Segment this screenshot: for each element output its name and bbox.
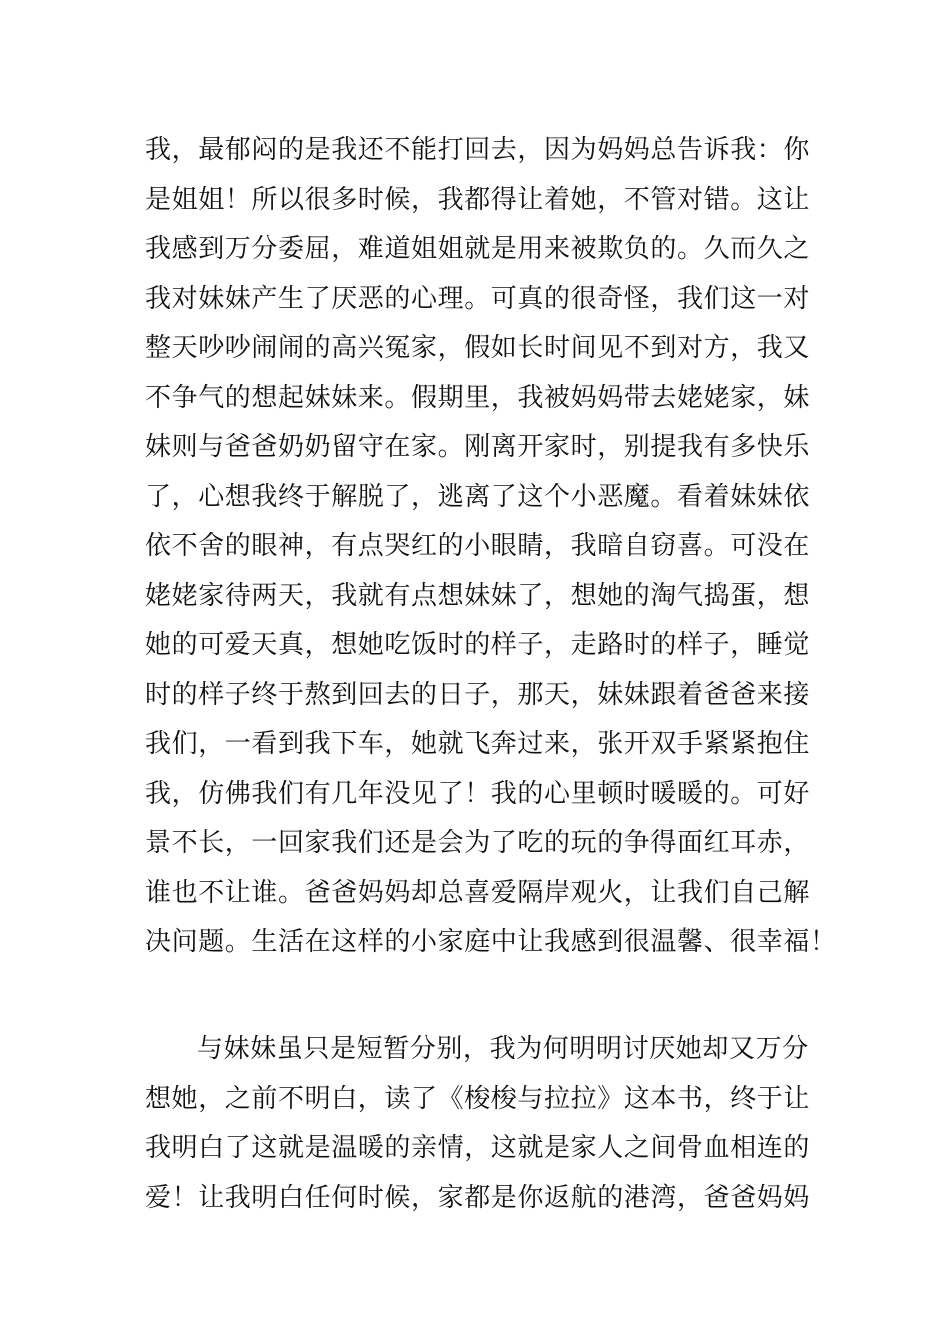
text-line: 我们，一看到我下车，她就飞奔过来，张开双手紧紧抱住 xyxy=(145,729,811,759)
paragraph-1 xyxy=(145,126,837,968)
text-line: 我感到万分委屈，难道姐姐就是用来被欺负的。久而久之 xyxy=(145,234,811,264)
text-line: 爱！让我明白任何时候，家都是你返航的港湾，爸爸妈妈 xyxy=(145,1182,811,1213)
text-line: 时的样子终于熬到回去的日子，那天，妹妹跟着爸爸来接 xyxy=(145,679,811,710)
text-line: 妹则与爸爸奶奶留守在家。刚离开家时，别提我有多快乐 xyxy=(145,432,811,462)
text-line: 决问题。生活在这样的小家庭中让我感到很温馨、很幸福！ xyxy=(145,927,837,957)
text-line: 想她，之前不明白，读了《梭梭与拉拉》这本书，终于让 xyxy=(145,1083,811,1114)
text-line: 我，最郁闷的是我还不能打回去，因为妈妈总告诉我：你 xyxy=(145,135,811,165)
text-line: 整天吵吵闹闹的高兴冤家，假如长时间见不到对方，我又 xyxy=(145,333,811,363)
text-line: 景不长，一回家我们还是会为了吃的玩的争得面红耳赤， xyxy=(145,828,811,858)
text-line: 不争气的想起妹妹来。假期里，我被妈妈带去姥姥家，妹 xyxy=(145,382,811,413)
text-line-first-indented: 与妹妹虽只是短暂分别，我为何明明讨厌她却又万分 xyxy=(197,1034,809,1064)
text-line: 了，心想我终于解脱了，逃离了这个小恶魔。看着妹妹依 xyxy=(145,481,811,512)
text-line: 我明白了这就是温暖的亲情，这就是家人之间骨血相连的 xyxy=(145,1133,811,1163)
text-line: 我，仿佛我们有几年没见了！我的心里顿时暖暖的。可好 xyxy=(145,778,811,809)
paragraph-2 xyxy=(145,1025,810,1223)
text-line: 谁也不让谁。爸爸妈妈却总喜爱隔岸观火，让我们自己解 xyxy=(145,877,811,908)
text-line: 是姐姐！所以很多时候，我都得让着她，不管对错。这让 xyxy=(145,184,811,215)
text-line: 我对妹妹产生了厌恶的心理。可真的很奇怪，我们这一对 xyxy=(145,283,811,314)
text-line: 姥姥家待两天，我就有点想妹妹了，想她的淘气捣蛋，想 xyxy=(145,580,811,611)
text-line: 她的可爱天真，想她吃饭时的样子，走路时的样子，睡觉 xyxy=(145,630,811,660)
text-line: 依不舍的眼神，有点哭红的小眼睛，我暗自窃喜。可没在 xyxy=(145,531,811,561)
